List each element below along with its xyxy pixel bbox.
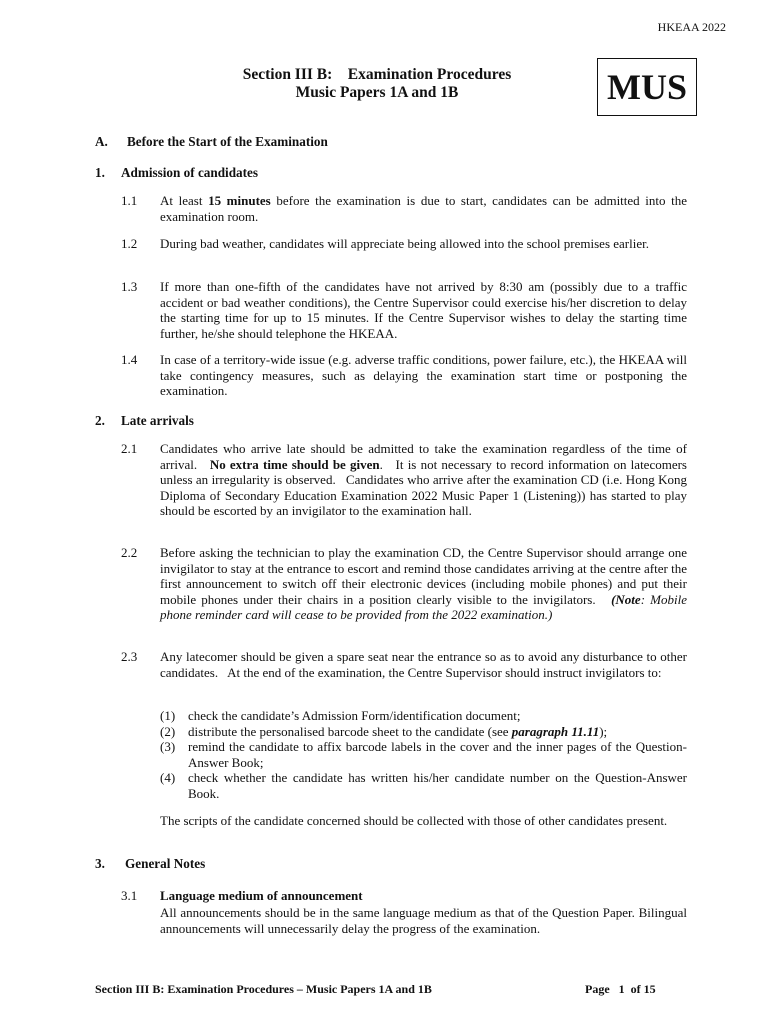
p1-1-text: At least 15 minutes before the examination is due to start, candidates can be admitted into the examination room.	[160, 193, 688, 224]
p1-3-num: 1.3	[121, 279, 138, 294]
p2-1-text: Candidates who arrive late should be admitted to take the examination regardless of the time of arrival. No extra time should be given. It is not necessary to record information on latecomers unless an irregularity is observed. Candidates who arrive after the examination CD (i.e. Hong Kong Diploma of Secondary Education Examination 2022 Music Paper 1 (Listening)) has started to play should be escorted by an invigilator to the examination hall.	[160, 441, 691, 519]
p2-2-text: Before asking the technician to play the examination CD, the Centre Supervisor should arrange one invigilator to stay at the entrance to escort and remind those candidates arriving at the centre after the first announcement to switch off their electronic devices (including mobile phones) and put their mobile phones under their chairs in a position clearly visible to the invigilators. (Note: Mobile phone reminder card will cease to be provided from the 2022 examination.)	[160, 545, 691, 623]
s3-heading: General Notes	[125, 856, 206, 871]
p1-2-text: During bad weather, candidates will appreciate being allowed into the school premises earlier.	[160, 236, 649, 251]
p1-4-num: 1.4	[121, 352, 138, 367]
title-line-1: Section III B: Examination Procedures	[242, 66, 512, 83]
scripts-note: The scripts of the candidate concerned should be collected with those of other candidates present.	[160, 813, 668, 828]
p3-1-num: 3.1	[121, 888, 138, 903]
section-a-heading: Before the Start of the Examination	[127, 134, 328, 149]
p2-3-num: 2.3	[121, 649, 138, 664]
p1-1-num: 1.1	[121, 193, 138, 208]
p1-2-num: 1.2	[121, 236, 138, 251]
p3-1-text: All announcements should be in the same language medium as that of the Question Paper. Bilingual announcements will unnecessarily delay the progress of the examination.	[160, 905, 687, 936]
s3-num: 3.	[95, 856, 105, 871]
header-org-year: HKEAA 2022	[657, 20, 726, 34]
title-line-2: Music Papers 1A and 1B	[295, 84, 459, 101]
p2-1-num: 2.1	[121, 441, 138, 456]
p2-3-text: Any latecomer should be given a spare seat near the entrance so as to avoid any disturbance to other candidates. At the end of the examination, the Centre Supervisor should instruct invigilators to:	[160, 649, 691, 680]
footer-title: Section III B: Examination Procedures – Music Papers 1A and 1B	[95, 982, 432, 996]
p1-3-text: If more than one-fifth of the candidates have not arrived by 8:30 am (possibly due to a traffic accident or bad weather conditions), the Centre Supervisor could exercise his/her discretion to delay the starting time for up to 15 minutes. If the Centre Supervisor wishes to delay the starting time further, he/she should telephone the HKEAA.	[160, 279, 687, 341]
section-a-letter: A.	[95, 134, 108, 149]
p1-4-text: In case of a territory-wide issue (e.g. adverse traffic conditions, power failure, etc.), the HKEAA will take contingency measures, such as delaying the examination start time or postponing the examination.	[160, 352, 687, 399]
s2-heading: Late arrivals	[121, 413, 194, 428]
p3-1-heading: Language medium of announcement	[160, 888, 363, 903]
s1-num: 1.	[95, 165, 105, 180]
p2-2-num: 2.2	[121, 545, 138, 560]
s2-num: 2.	[95, 413, 105, 428]
subject-code-box: MUS	[597, 58, 697, 116]
s1-heading: Admission of candidates	[121, 165, 259, 180]
footer-page-number: Page 1 of 15	[585, 982, 656, 996]
